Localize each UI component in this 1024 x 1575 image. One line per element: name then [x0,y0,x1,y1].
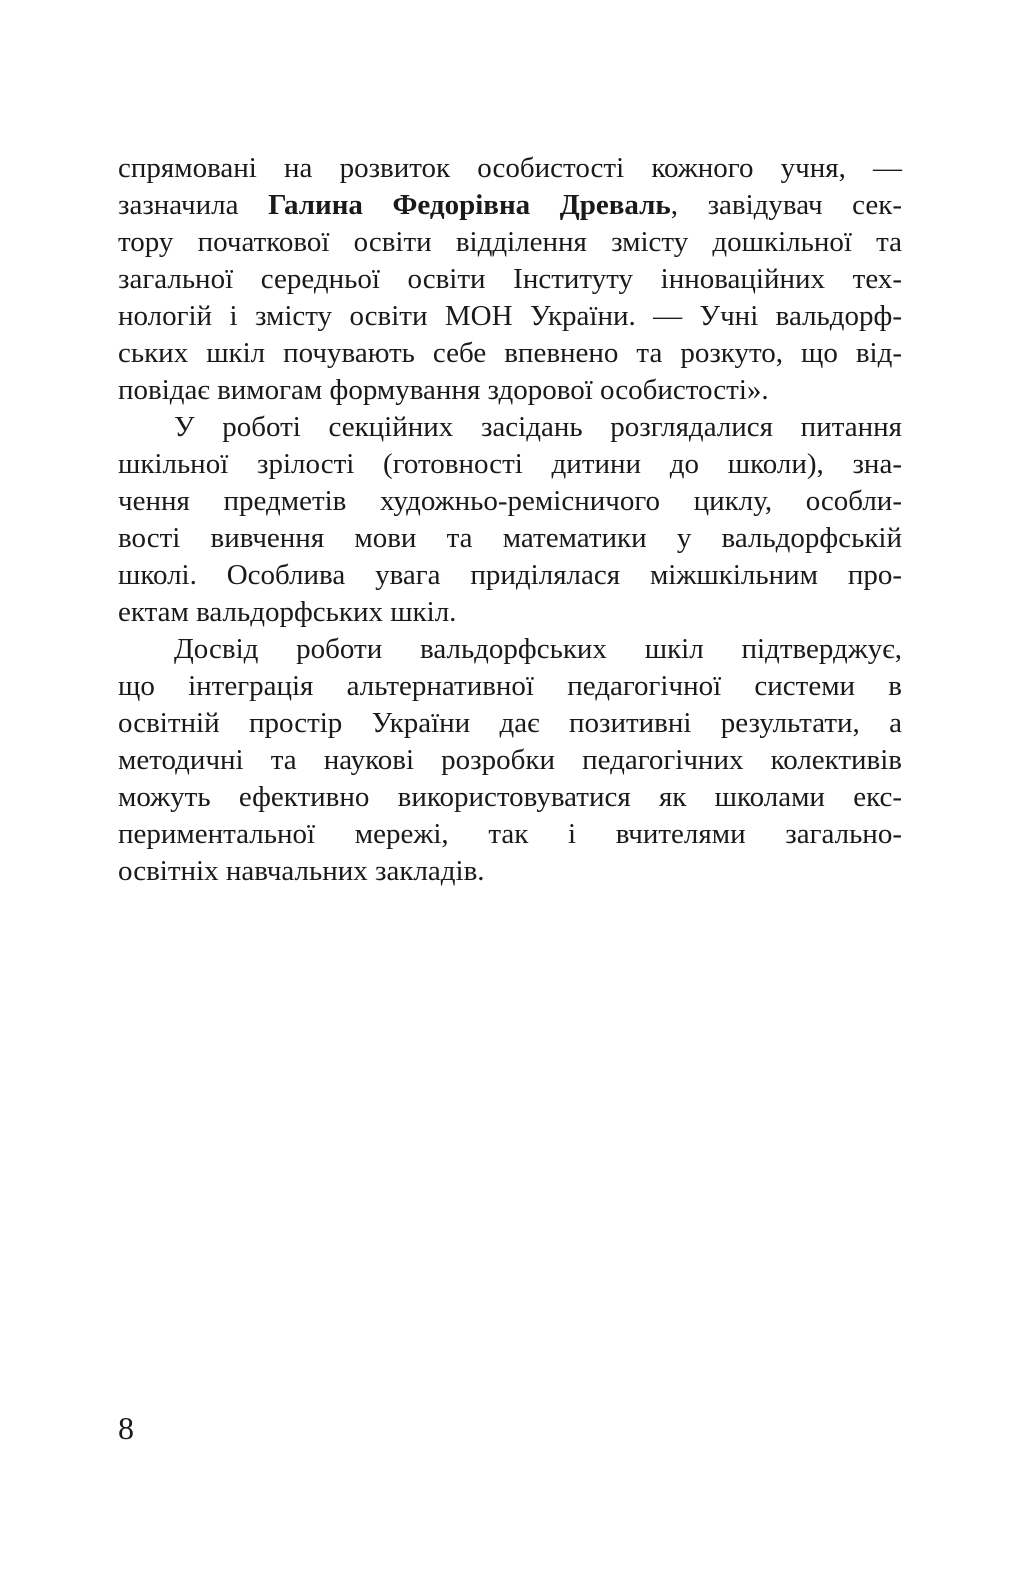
paragraph [118,631,902,890]
paragraph [118,150,902,409]
text-line: методичні та наукові розробки педагогічних колективів [118,744,902,776]
text-line: периментальної мережі, так і вчителями загально- [118,818,902,850]
text-line: загальної середньої освіти Інституту інноваційних тех- [118,263,902,295]
text-line: У роботі секційних засідань розглядалися питання [174,411,902,443]
text-line: Досвід роботи вальдорфських шкіл підтверджує, [174,633,902,665]
text-line: освітніх навчальних закладів. [118,855,485,887]
text-line: ських шкіл почувають себе впевнено та розкуто, що від- [118,337,902,369]
text-line: школі. Особлива увага приділялася міжшкільним про- [118,559,902,591]
author-name: Галина Федорівна Древаль [268,189,671,221]
text-line [118,187,902,224]
page-number: 8 [118,1410,134,1446]
body-text [118,150,902,890]
text-line: можуть ефективно використовуватися як школами екс- [118,781,902,813]
text-line: ектам вальдорфських шкіл. [118,596,457,628]
text-span: зазначила [118,189,269,221]
text-line: вості вивчення мови та математики у вальдорфській [118,522,902,554]
text-line: тору початкової освіти відділення змісту дошкільної та [118,226,902,258]
text-line: нологій і змісту освіти МОН України. — Учні вальдорф- [118,300,902,332]
text-span: , завідувач сек- [670,189,902,221]
text-line: спрямовані на розвиток особистості кожного учня, — [118,152,902,184]
text-line: освітній простір України дає позитивні результати, а [118,707,902,739]
text-line: шкільної зрілості (готовності дитини до школи), зна- [118,448,902,480]
text-line: що інтеграція альтернативної педагогічної системи в [118,670,902,702]
text-line: чення предметів художньо-ремісничого циклу, особли- [118,485,902,517]
text-line: повідає вимогам формування здорової особистості». [118,374,769,406]
paragraph [118,409,902,631]
